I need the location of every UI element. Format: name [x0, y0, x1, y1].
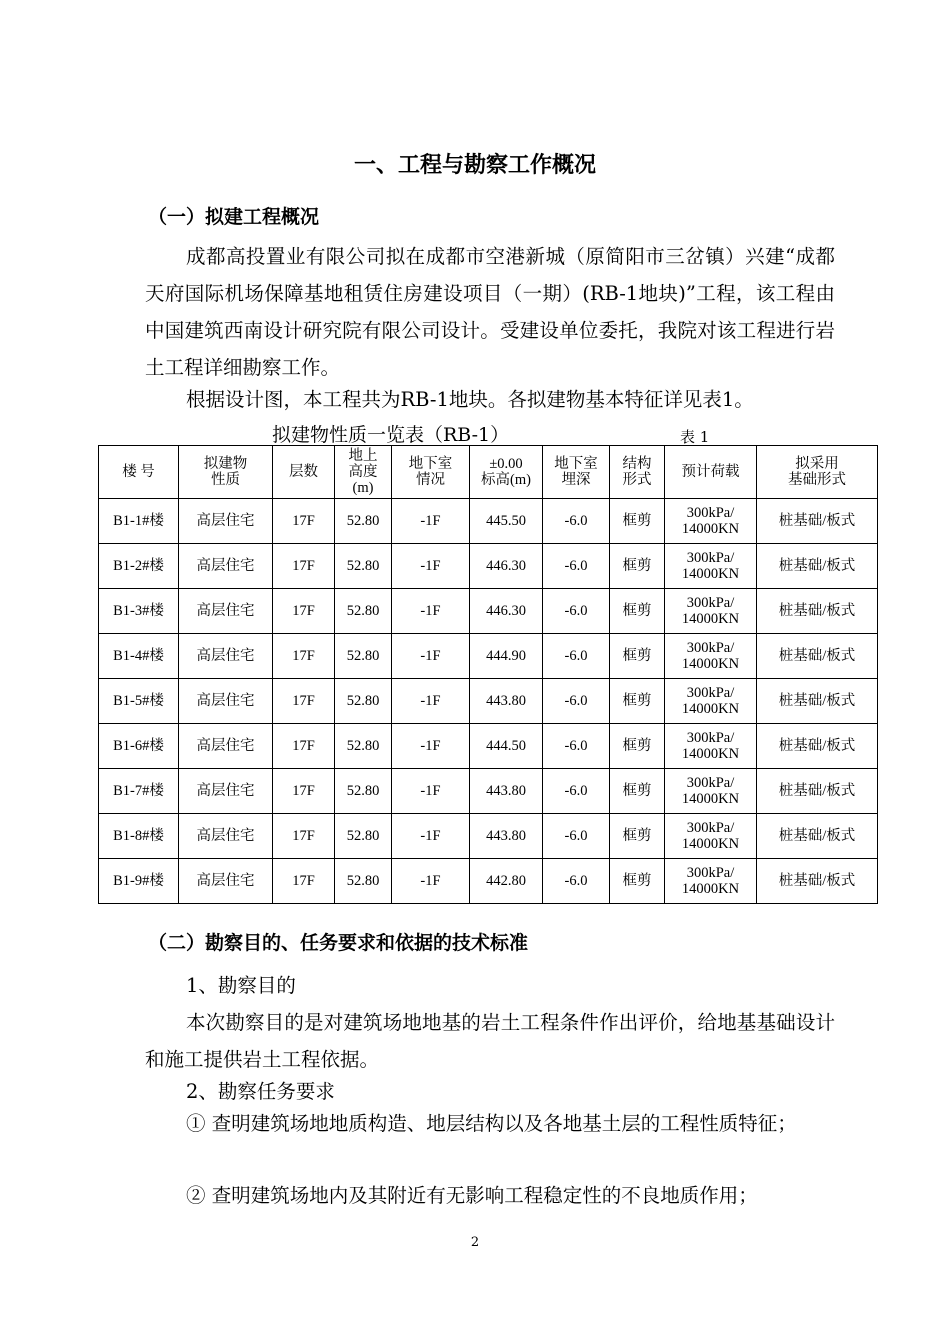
- table-cell-building: B1-7#楼: [99, 769, 179, 814]
- table-cell-elevation: 445.50: [470, 499, 543, 544]
- table-header-cell: [99, 446, 179, 499]
- load-text: 14000KN: [681, 656, 740, 672]
- table-row: [99, 769, 878, 814]
- subsection-survey-purpose: 1、勘察目的: [186, 974, 296, 997]
- table-cell-elevation: 443.80: [470, 769, 543, 814]
- table-cell-elevation: 443.80: [470, 814, 543, 859]
- load-text: 14000KN: [681, 521, 740, 537]
- table-header-row: [99, 446, 878, 499]
- table-header-cell: [335, 446, 392, 499]
- table-cell-height: 52.80: [335, 859, 392, 904]
- load-text: 14000KN: [681, 566, 740, 582]
- table-cell-structure: 框剪: [610, 724, 665, 769]
- table-header-cell: [757, 446, 878, 499]
- load-text: 14000KN: [681, 746, 740, 762]
- table-cell-depth: -6.0: [543, 634, 610, 679]
- table-cell-foundation: 桩基础/板式: [757, 634, 878, 679]
- table-cell-height: 52.80: [335, 499, 392, 544]
- table-cell-depth: -6.0: [543, 544, 610, 589]
- table-cell-basement: -1F: [392, 634, 470, 679]
- table-header-cell: [392, 446, 470, 499]
- table-cell-foundation: 桩基础/板式: [757, 859, 878, 904]
- load-text: 300kPa/: [686, 775, 735, 791]
- table-row: [99, 589, 878, 634]
- table-cell-load: [665, 724, 757, 769]
- table-cell-load: [665, 589, 757, 634]
- table-cell-nature: 高层住宅: [179, 499, 273, 544]
- table-cell-floors: 17F: [273, 499, 335, 544]
- table-cell-basement: -1F: [392, 724, 470, 769]
- table-cell-load: [665, 769, 757, 814]
- table-cell-structure: 框剪: [610, 679, 665, 724]
- table-cell-nature: 高层住宅: [179, 634, 273, 679]
- header-text: 层数: [289, 464, 318, 480]
- table-cell-depth: -6.0: [543, 679, 610, 724]
- section-title-project-overview: （一）拟建工程概况: [148, 206, 320, 228]
- table-cell-elevation: 443.80: [470, 679, 543, 724]
- table-cell-nature: 高层住宅: [179, 589, 273, 634]
- subsection-survey-requirements: 2、勘察任务要求: [186, 1080, 335, 1103]
- load-text: 300kPa/: [686, 550, 735, 566]
- table-row: [99, 724, 878, 769]
- table-cell-depth: -6.0: [543, 499, 610, 544]
- table-cell-depth: -6.0: [543, 724, 610, 769]
- table-header-cell: [179, 446, 273, 499]
- table-cell-height: 52.80: [335, 814, 392, 859]
- header-text: 情况: [416, 472, 445, 488]
- table-cell-floors: 17F: [273, 544, 335, 589]
- table-cell-depth: -6.0: [543, 589, 610, 634]
- section-title-survey-purpose: （二）勘察目的、任务要求和依据的技术标准: [148, 932, 529, 954]
- table-cell-basement: -1F: [392, 859, 470, 904]
- load-text: 300kPa/: [686, 820, 735, 836]
- table-cell-building: B1-4#楼: [99, 634, 179, 679]
- survey-purpose-paragraph: 本次勘察目的是对建筑场地地基的岩土工程条件作出评价，给地基基础设计和施工提供岩土工程依据。: [145, 1011, 835, 1071]
- table-cell-load: [665, 814, 757, 859]
- table-row: [99, 544, 878, 589]
- table-header-cell: [543, 446, 610, 499]
- header-text: 性质: [211, 472, 240, 488]
- table-row: [99, 814, 878, 859]
- table-cell-height: 52.80: [335, 769, 392, 814]
- table-cell-nature: 高层住宅: [179, 544, 273, 589]
- table-cell-load: [665, 499, 757, 544]
- table-cell-nature: 高层住宅: [179, 769, 273, 814]
- load-text: 300kPa/: [686, 685, 735, 701]
- table-cell-structure: 框剪: [610, 589, 665, 634]
- table-cell-basement: -1F: [392, 544, 470, 589]
- table-cell-floors: 17F: [273, 814, 335, 859]
- table-cell-nature: 高层住宅: [179, 859, 273, 904]
- table-cell-structure: 框剪: [610, 769, 665, 814]
- table-cell-basement: -1F: [392, 814, 470, 859]
- load-text: 14000KN: [681, 791, 740, 807]
- table-cell-building: B1-8#楼: [99, 814, 179, 859]
- table-header-cell: [273, 446, 335, 499]
- table-cell-elevation: 444.50: [470, 724, 543, 769]
- table-cell-basement: -1F: [392, 679, 470, 724]
- table-cell-structure: 框剪: [610, 544, 665, 589]
- header-text: 拟采用: [795, 456, 839, 472]
- table-cell-basement: -1F: [392, 769, 470, 814]
- table-cell-load: [665, 634, 757, 679]
- load-text: 300kPa/: [686, 505, 735, 521]
- table-header-cell: [665, 446, 757, 499]
- table-cell-load: [665, 859, 757, 904]
- table-cell-foundation: 桩基础/板式: [757, 814, 878, 859]
- table-cell-building: B1-9#楼: [99, 859, 179, 904]
- table-cell-structure: 框剪: [610, 814, 665, 859]
- table-reference-paragraph: 根据设计图，本工程共为RB-1地块。各拟建物基本特征详见表1。: [186, 388, 754, 411]
- table-row: [99, 499, 878, 544]
- load-text: 14000KN: [681, 701, 740, 717]
- requirement-item-2: ② 查明建筑场地内及其附近有无影响工程稳定性的不良地质作用；: [186, 1184, 758, 1207]
- load-text: 300kPa/: [686, 640, 735, 656]
- table-cell-building: B1-2#楼: [99, 544, 179, 589]
- header-text: 地下室: [408, 456, 453, 472]
- table-cell-building: B1-5#楼: [99, 679, 179, 724]
- table-cell-foundation: 桩基础/板式: [757, 679, 878, 724]
- table-cell-basement: -1F: [392, 589, 470, 634]
- table-cell-elevation: 446.30: [470, 544, 543, 589]
- table-cell-structure: 框剪: [610, 499, 665, 544]
- header-text: 楼 号: [122, 464, 155, 480]
- table-cell-building: B1-6#楼: [99, 724, 179, 769]
- header-text: 基础形式: [788, 472, 846, 488]
- table-cell-foundation: 桩基础/板式: [757, 499, 878, 544]
- table-cell-nature: 高层住宅: [179, 679, 273, 724]
- table-cell-floors: 17F: [273, 724, 335, 769]
- table-header-cell: [470, 446, 543, 499]
- load-text: 300kPa/: [686, 730, 735, 746]
- table-cell-building: B1-1#楼: [99, 499, 179, 544]
- table-cell-basement: -1F: [392, 499, 470, 544]
- page-number: 2: [470, 1235, 480, 1250]
- table-cell-height: 52.80: [335, 589, 392, 634]
- table-cell-structure: 框剪: [610, 634, 665, 679]
- project-description-paragraph: 成都高投置业有限公司拟在成都市空港新城（原简阳市三岔镇）兴建“成都天府国际机场保障基地租赁住房建设项目（一期）(RB-1地块)”工程，该工程由中国建筑西南设计研究院有限公司设计。受建设单位委托，我院对该工程进行岩土工程详细勘察工作。: [145, 245, 835, 379]
- table-cell-elevation: 442.80: [470, 859, 543, 904]
- table-header-cell: [610, 446, 665, 499]
- table-cell-nature: 高层住宅: [179, 724, 273, 769]
- table-cell-foundation: 桩基础/板式: [757, 769, 878, 814]
- table-cell-foundation: 桩基础/板式: [757, 724, 878, 769]
- table-cell-load: [665, 544, 757, 589]
- table-cell-floors: 17F: [273, 769, 335, 814]
- table-cell-foundation: 桩基础/板式: [757, 589, 878, 634]
- building-properties-table: [98, 445, 878, 904]
- table-row: [99, 679, 878, 724]
- load-text: 300kPa/: [686, 865, 735, 881]
- header-text: 预计荷载: [681, 464, 740, 480]
- header-text: 拟建物: [203, 456, 248, 472]
- table-cell-nature: 高层住宅: [179, 814, 273, 859]
- table-cell-depth: -6.0: [543, 769, 610, 814]
- table-cell-height: 52.80: [335, 724, 392, 769]
- table-cell-height: 52.80: [335, 679, 392, 724]
- table-cell-structure: 框剪: [610, 859, 665, 904]
- table-cell-floors: 17F: [273, 679, 335, 724]
- requirement-item-1: ① 查明建筑场地地质构造、地层结构以及各地基土层的工程性质特征；: [186, 1112, 797, 1135]
- table-row: [99, 859, 878, 904]
- load-text: 14000KN: [681, 611, 740, 627]
- table-cell-building: B1-3#楼: [99, 589, 179, 634]
- load-text: 14000KN: [681, 836, 740, 852]
- table-cell-floors: 17F: [273, 589, 335, 634]
- header-text: 结构: [622, 456, 652, 472]
- table-number: 表 1: [680, 428, 710, 446]
- header-text: 高度: [348, 464, 378, 480]
- header-text: 地上: [348, 448, 378, 464]
- header-text: 标高(m): [481, 472, 531, 488]
- table-caption: 拟建物性质一览表（RB-1）: [272, 424, 510, 446]
- load-text: 300kPa/: [686, 595, 735, 611]
- header-text: 形式: [622, 472, 652, 488]
- table-row: [99, 634, 878, 679]
- table-cell-elevation: 446.30: [470, 589, 543, 634]
- header-text: (m): [352, 480, 374, 496]
- table-cell-load: [665, 679, 757, 724]
- table-cell-depth: -6.0: [543, 814, 610, 859]
- table-cell-floors: 17F: [273, 634, 335, 679]
- header-text: ±0.00: [489, 456, 523, 472]
- header-text: 埋深: [561, 472, 591, 488]
- table-cell-depth: -6.0: [543, 859, 610, 904]
- load-text: 14000KN: [681, 881, 740, 897]
- table-cell-foundation: 桩基础/板式: [757, 544, 878, 589]
- header-text: 地下室: [554, 456, 598, 472]
- table-cell-elevation: 444.90: [470, 634, 543, 679]
- chapter-heading: 一、工程与勘察工作概况: [353, 153, 596, 178]
- table-cell-height: 52.80: [335, 634, 392, 679]
- table-cell-height: 52.80: [335, 544, 392, 589]
- table-cell-floors: 17F: [273, 859, 335, 904]
